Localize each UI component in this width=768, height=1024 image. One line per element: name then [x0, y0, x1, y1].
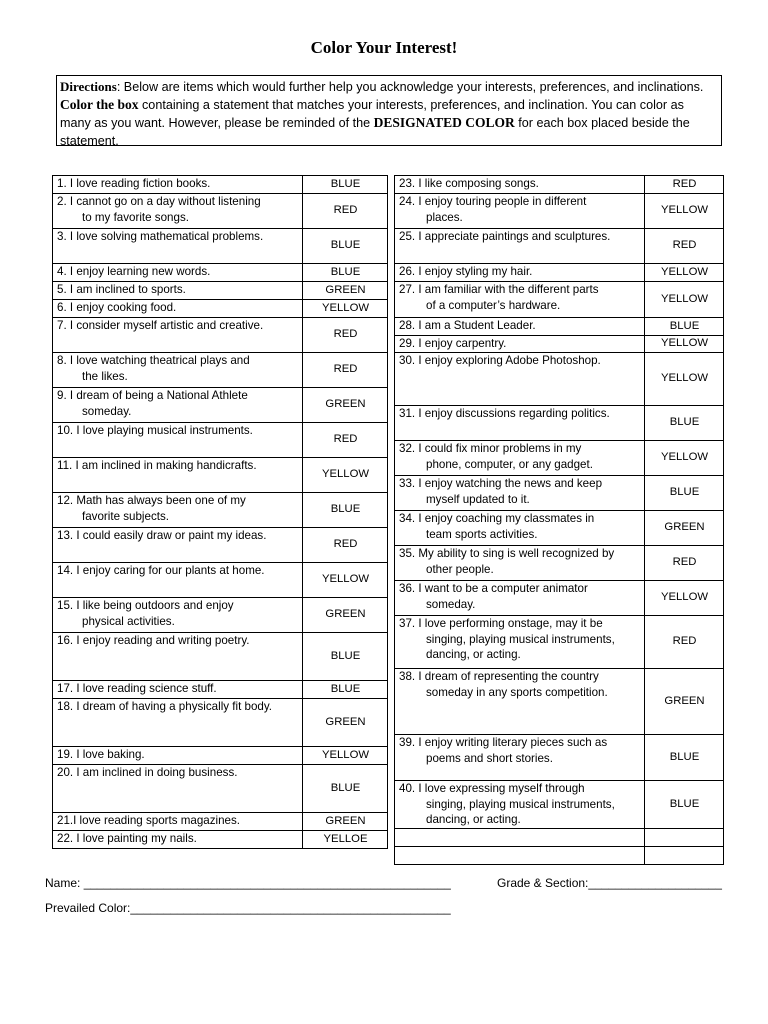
statement-line: 36. I want to be a computer animator — [399, 582, 588, 595]
left-item-statement — [53, 831, 303, 849]
worksheet-title: Color Your Interest! — [310, 38, 458, 57]
left-item-statement — [53, 563, 303, 598]
left-item-row — [53, 831, 388, 849]
right-item-color-box[interactable]: YELLOW — [645, 336, 724, 353]
statement-line: 5. I am inclined to sports. — [57, 283, 186, 296]
left-item-row — [53, 229, 388, 264]
left-item-color-box[interactable]: BLUE — [303, 681, 388, 699]
statement-line: 22. I love painting my nails. — [57, 832, 197, 845]
statement-line: myself updated to it. — [426, 492, 530, 506]
left-item-color-box[interactable]: GREEN — [303, 813, 388, 831]
grade-section-label: Grade & Section: — [497, 876, 589, 890]
statement-line: 3. I love solving mathematical problems. — [57, 230, 264, 243]
left-item-row — [53, 699, 388, 747]
directions-color-the-box: Color the box — [60, 97, 139, 112]
left-item-row — [53, 765, 388, 813]
left-item-row — [53, 282, 388, 300]
right-item-color-box[interactable] — [645, 829, 724, 847]
left-item-statement — [53, 528, 303, 563]
statement-line: 37. I love performing onstage, may it be — [399, 617, 603, 630]
statement-line: 29. I enjoy carpentry. — [399, 337, 507, 350]
left-item-row — [53, 458, 388, 493]
statement-line: 15. I like being outdoors and enjoy — [57, 599, 234, 612]
right-item-row — [395, 406, 724, 441]
left-item-color-box[interactable]: BLUE — [303, 493, 388, 528]
left-item-statement — [53, 598, 303, 633]
right-item-row — [395, 829, 724, 847]
statement-line: poems and short stories. — [426, 751, 553, 765]
prevailed-color-label: Prevailed Color: — [45, 901, 131, 915]
left-item-row — [53, 194, 388, 229]
name-label: Name: — [45, 876, 84, 890]
right-item-color-box[interactable]: YELLOW — [645, 264, 724, 282]
right-item-statement — [395, 353, 645, 406]
directions-intro: : Below are items which would further help you acknowledge your interests, preferences, and inclinations. — [116, 80, 704, 94]
left-item-statement — [53, 353, 303, 388]
statement-line: 27. I am familiar with the different parts — [399, 283, 599, 296]
left-item-row — [53, 388, 388, 423]
right-item-statement — [395, 441, 645, 476]
statement-line: places. — [426, 210, 463, 224]
right-item-statement — [395, 406, 645, 441]
statement-line: 13. I could easily draw or paint my ideas. — [57, 529, 267, 542]
statement-line: 16. I enjoy reading and writing poetry. — [57, 634, 250, 647]
right-item-row — [395, 176, 724, 194]
left-item-row — [53, 528, 388, 563]
grade-section-field[interactable] — [497, 876, 722, 890]
right-item-color-box[interactable]: RED — [645, 546, 724, 581]
left-item-row — [53, 681, 388, 699]
left-item-statement — [53, 765, 303, 813]
statement-line: 30. I enjoy exploring Adobe Photoshop. — [399, 354, 601, 367]
left-item-statement — [53, 699, 303, 747]
left-item-statement — [53, 229, 303, 264]
right-item-row — [395, 229, 724, 264]
statement-line: singing, playing musical instruments, — [426, 797, 615, 811]
statement-line: to my favorite songs. — [82, 210, 189, 224]
left-item-color-box[interactable]: GREEN — [303, 598, 388, 633]
statement-line: 20. I am inclined in doing business. — [57, 766, 238, 779]
right-item-color-box[interactable]: YELLOW — [645, 282, 724, 318]
right-item-statement — [395, 829, 645, 847]
left-item-statement — [53, 264, 303, 282]
left-item-row — [53, 176, 388, 194]
right-item-row — [395, 581, 724, 616]
right-item-color-box[interactable]: BLUE — [645, 476, 724, 511]
statement-line: 21.I love reading sports magazines. — [57, 814, 241, 827]
right-item-row — [395, 194, 724, 229]
left-item-color-box[interactable]: BLUE — [303, 176, 388, 194]
prevailed-color-field[interactable] — [45, 901, 451, 915]
right-item-statement — [395, 282, 645, 318]
statement-line: dancing, or acting. — [426, 648, 521, 661]
directions-label: Directions — [60, 79, 117, 94]
left-item-color-box[interactable]: GREEN — [303, 699, 388, 747]
statement-line: 9. I dream of being a National Athlete — [57, 389, 248, 402]
name-field[interactable] — [45, 876, 451, 890]
statement-line: 12. Math has always been one of my — [57, 494, 246, 507]
statement-line: 19. I love baking. — [57, 748, 145, 761]
right-item-row — [395, 735, 724, 781]
right-item-statement — [395, 229, 645, 264]
right-item-color-box[interactable]: GREEN — [645, 511, 724, 546]
left-item-statement — [53, 681, 303, 699]
left-item-statement — [53, 747, 303, 765]
right-item-statement — [395, 581, 645, 616]
right-item-row — [395, 781, 724, 829]
left-item-statement — [53, 423, 303, 458]
statement-line: 14. I enjoy caring for our plants at home. — [57, 564, 265, 577]
left-item-statement — [53, 493, 303, 528]
prevailed-color-line[interactable]: ________________________________________________ — [130, 901, 451, 915]
statement-line: someday. — [82, 404, 132, 418]
right-item-color-box[interactable]: RED — [645, 616, 724, 669]
name-line[interactable]: _______________________________________________________ — [83, 876, 451, 890]
left-item-color-box[interactable]: RED — [303, 353, 388, 388]
right-item-statement — [395, 847, 645, 865]
statement-line: 35. My ability to sing is well recognized by — [399, 547, 615, 560]
statement-line: of a computer’s hardware. — [426, 298, 561, 312]
left-item-color-box[interactable]: YELLOW — [303, 563, 388, 598]
statement-line: 1. I love reading fiction books. — [57, 177, 211, 190]
left-item-row — [53, 598, 388, 633]
right-item-color-box[interactable]: YELLOW — [645, 441, 724, 476]
right-item-statement — [395, 781, 645, 829]
right-item-color-box[interactable]: YELLOW — [645, 581, 724, 616]
statement-line: 38. I dream of representing the country — [399, 670, 599, 683]
left-item-color-box[interactable]: RED — [303, 318, 388, 353]
left-item-statement — [53, 282, 303, 300]
right-item-row — [395, 616, 724, 669]
left-item-statement — [53, 633, 303, 681]
right-item-row — [395, 669, 724, 735]
right-item-color-box[interactable]: RED — [645, 176, 724, 194]
right-item-color-box[interactable]: GREEN — [645, 669, 724, 735]
right-item-statement — [395, 669, 645, 735]
right-item-row — [395, 264, 724, 282]
statement-line: 10. I love playing musical instruments. — [57, 424, 253, 437]
right-item-statement — [395, 546, 645, 581]
left-item-row — [53, 813, 388, 831]
left-item-row — [53, 563, 388, 598]
left-item-statement — [53, 318, 303, 353]
right-item-color-box[interactable]: BLUE — [645, 735, 724, 781]
statement-line: 4. I enjoy learning new words. — [57, 265, 211, 278]
right-items-table — [394, 175, 724, 865]
left-item-color-box[interactable]: BLUE — [303, 229, 388, 264]
left-items-table — [52, 175, 388, 849]
left-item-statement — [53, 176, 303, 194]
left-item-color-box[interactable]: YELLOW — [303, 300, 388, 318]
right-item-statement — [395, 476, 645, 511]
statement-line: 28. I am a Student Leader. — [399, 319, 536, 332]
left-item-row — [53, 633, 388, 681]
right-item-color-box[interactable]: BLUE — [645, 406, 724, 441]
right-item-statement — [395, 616, 645, 669]
statement-line: 33. I enjoy watching the news and keep — [399, 477, 603, 490]
right-item-statement — [395, 176, 645, 194]
left-item-row — [53, 747, 388, 765]
left-item-color-box[interactable]: RED — [303, 423, 388, 458]
statement-line: 24. I enjoy touring people in different — [399, 195, 587, 208]
right-item-statement — [395, 318, 645, 336]
statement-line: 18. I dream of having a physically fit body. — [57, 700, 273, 713]
directions-designated: DESIGNATED COLOR — [373, 115, 515, 130]
statement-line: 31. I enjoy discussions regarding politics. — [399, 407, 610, 420]
right-item-row — [395, 511, 724, 546]
right-item-color-box[interactable]: YELLOW — [645, 194, 724, 229]
statement-line: someday in any sports competition. — [426, 685, 608, 699]
statement-line: 8. I love watching theatrical plays and — [57, 354, 250, 367]
statement-line: 26. I enjoy styling my hair. — [399, 265, 533, 278]
left-item-color-box[interactable]: BLUE — [303, 765, 388, 813]
statement-line: 17. I love reading science stuff. — [57, 682, 217, 695]
left-item-row — [53, 353, 388, 388]
right-item-row — [395, 441, 724, 476]
statement-line: dancing, or acting. — [426, 813, 521, 826]
statement-line: 2. I cannot go on a day without listening — [57, 195, 261, 208]
right-item-row — [395, 353, 724, 406]
left-item-color-box[interactable]: BLUE — [303, 633, 388, 681]
right-item-row — [395, 847, 724, 865]
left-item-row — [53, 264, 388, 282]
grade-section-line[interactable]: ____________________ — [588, 876, 722, 890]
right-item-statement — [395, 194, 645, 229]
left-item-color-box[interactable]: GREEN — [303, 282, 388, 300]
statement-line: phone, computer, or any gadget. — [426, 457, 593, 471]
left-item-row — [53, 493, 388, 528]
left-item-statement — [53, 813, 303, 831]
left-item-color-box[interactable]: RED — [303, 528, 388, 563]
statement-line: 34. I enjoy coaching my classmates in — [399, 512, 595, 525]
left-item-color-box[interactable]: YELLOW — [303, 458, 388, 493]
directions-box — [56, 75, 722, 146]
left-item-row — [53, 318, 388, 353]
statement-line: the likes. — [82, 369, 128, 383]
statement-line: 40. I love expressing myself through — [399, 782, 585, 795]
statement-line: someday. — [426, 597, 476, 611]
right-item-color-box[interactable]: BLUE — [645, 781, 724, 829]
right-item-row — [395, 476, 724, 511]
left-item-color-box[interactable]: GREEN — [303, 388, 388, 423]
right-item-color-box[interactable] — [645, 847, 724, 865]
left-item-color-box[interactable]: YELLOW — [303, 747, 388, 765]
right-item-color-box[interactable]: RED — [645, 229, 724, 264]
statement-line: singing, playing musical instruments, — [426, 632, 615, 646]
left-item-statement — [53, 388, 303, 423]
right-item-statement — [395, 264, 645, 282]
left-item-color-box[interactable]: YELLOE — [303, 831, 388, 849]
statement-line: other people. — [426, 562, 494, 576]
directions-end: for each box placed beside the statement. — [60, 116, 690, 148]
statement-line: 11. I am inclined in making handicrafts. — [57, 459, 257, 472]
left-item-row — [53, 300, 388, 318]
statement-line: favorite subjects. — [82, 509, 169, 523]
statement-line: 32. I could fix minor problems in my — [399, 442, 582, 455]
statement-line: 39. I enjoy writing literary pieces such as — [399, 736, 608, 749]
directions-middle: containing a statement that matches your interests, preferences, and inclination. You can color as many as you want. However, please be reminded of the — [60, 98, 684, 130]
left-item-statement — [53, 194, 303, 229]
right-item-row — [395, 546, 724, 581]
right-item-statement — [395, 336, 645, 353]
statement-line: 6. I enjoy cooking food. — [57, 301, 177, 314]
statement-line: 7. I consider myself artistic and creative. — [57, 319, 264, 332]
right-item-statement — [395, 735, 645, 781]
left-item-statement — [53, 300, 303, 318]
statement-line: physical activities. — [82, 614, 175, 628]
left-item-color-box[interactable]: BLUE — [303, 264, 388, 282]
right-item-row — [395, 282, 724, 318]
statement-line: team sports activities. — [426, 527, 538, 541]
statement-line: 25. I appreciate paintings and sculptures. — [399, 230, 611, 243]
left-item-statement — [53, 458, 303, 493]
right-item-color-box[interactable]: YELLOW — [645, 353, 724, 406]
right-item-row — [395, 336, 724, 353]
left-item-color-box[interactable]: RED — [303, 194, 388, 229]
right-item-row — [395, 318, 724, 336]
right-item-statement — [395, 511, 645, 546]
right-item-color-box[interactable]: BLUE — [645, 318, 724, 336]
left-item-row — [53, 423, 388, 458]
statement-line: 23. I like composing songs. — [399, 177, 539, 190]
